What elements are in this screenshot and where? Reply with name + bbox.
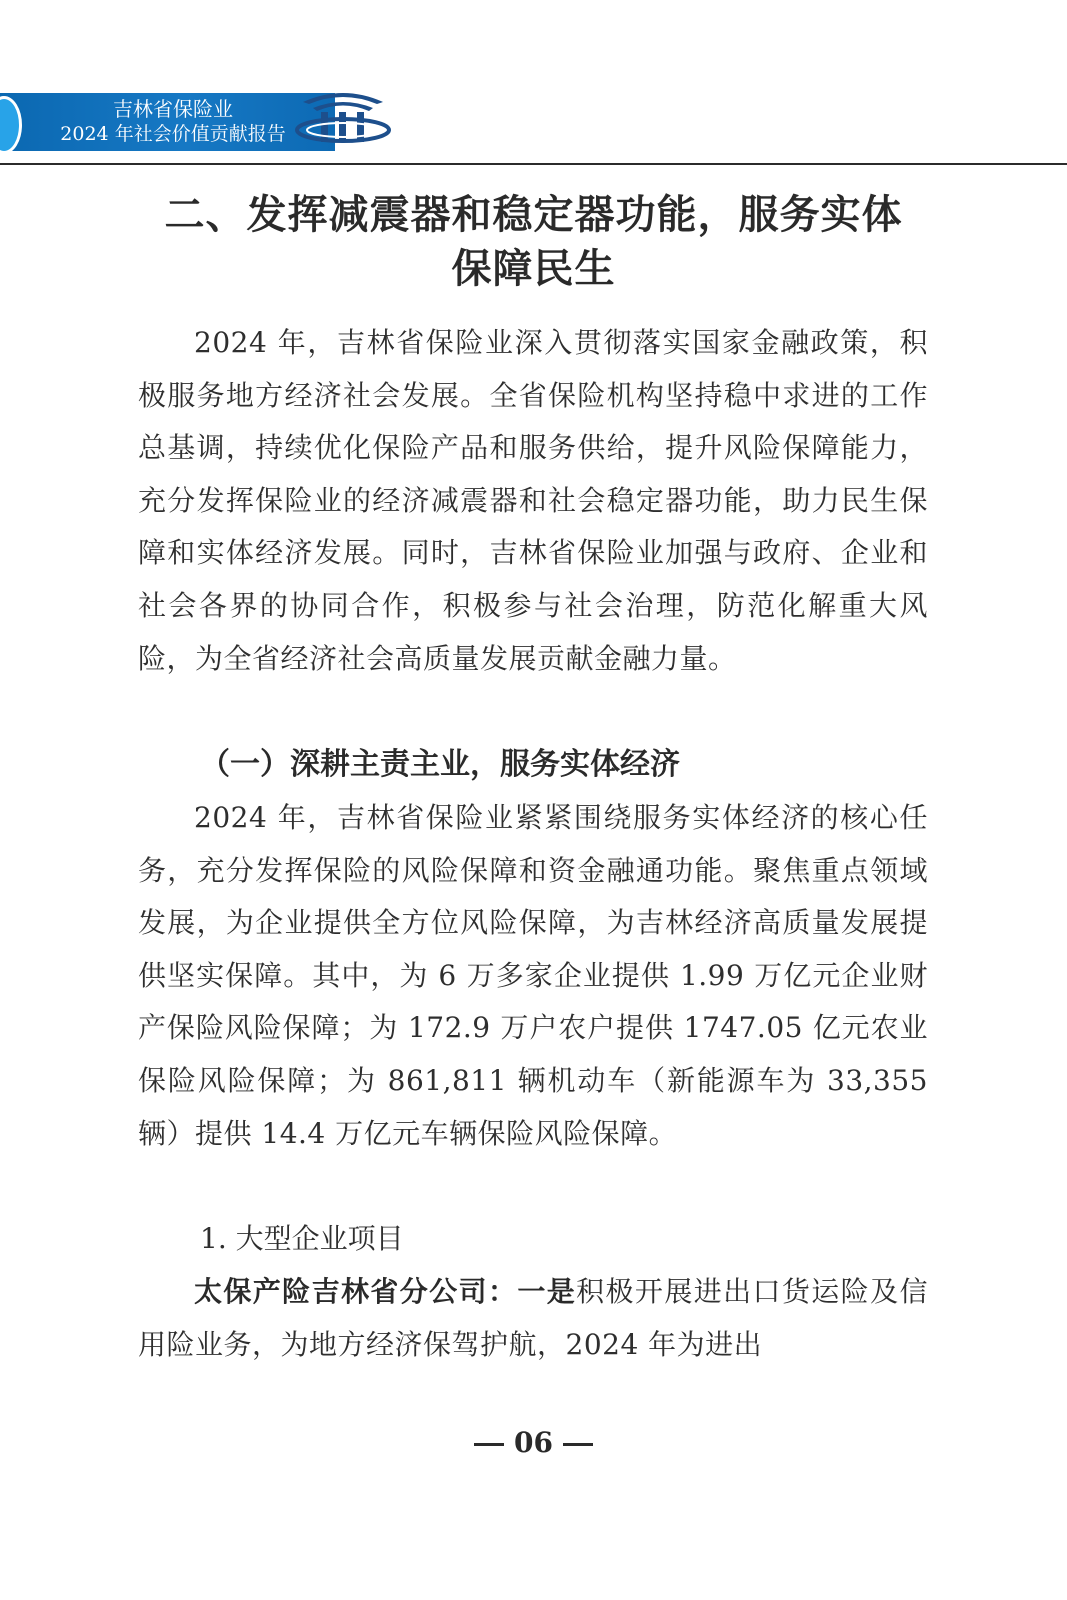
section-title-line1: 二、发挥减震器和稳定器功能，服务实体 <box>164 192 903 238</box>
header-divider <box>0 163 1067 165</box>
page-number-dash-right <box>563 1443 593 1446</box>
company-name: 太保产险吉林省分公司： <box>194 1275 518 1308</box>
lead-marker: 一是 <box>517 1275 577 1308</box>
item-paragraph-text: 积极开展进出口货运险及信用险业务，为地方经济保驾护航，2024 年为进出 <box>138 1275 928 1361</box>
page-header <box>0 90 1067 164</box>
page-number-value: 06 <box>514 1426 553 1459</box>
intro-paragraph: 2024 年，吉林省保险业深入贯彻落实国家金融政策，积极服务地方经济社会发展。全省保险机构坚持稳中求进的工作总基调，持续优化保险产品和服务供给，提升风险保障能力，充分发挥保险业的经济减震器和社会稳定器功能，助力民生保障和实体经济发展。同时，吉林省保险业加强与政府、企业和社会各界的协同合作，积极参与社会治理，防范化解重大风险，为全省经济社会高质量发展贡献金融力量。 <box>138 326 928 675</box>
item-paragraph <box>138 1266 928 1371</box>
subsection-title: （一）深耕主责主业，服务实体经济 <box>200 747 680 782</box>
section-title <box>120 188 947 296</box>
header-title-line2: 2024 年社会价值贡献报告 <box>60 123 286 145</box>
page-number <box>0 1426 1067 1459</box>
header-title-line1: 吉林省保险业 <box>113 97 233 121</box>
section-title-line2: 保障民生 <box>451 246 616 292</box>
page-number-dash-left <box>474 1443 504 1446</box>
subsection-paragraph: 2024 年，吉林省保险业紧紧围绕服务实体经济的核心任务，充分发挥保险的风险保障和资金融通功能。聚焦重点领域发展，为企业提供全方位风险保障，为吉林经济高质量发展提供坚实保障。其中，为 6 万多家企业提供 1.99 万亿元企业财产保险风险保障；为 172.9 万户农户提供 1747.05 亿元农业保险风险保障；为 861,811 辆机动车（新能源车为 33,355 辆）提供 14.4 万亿元车辆保险风险保障。 <box>138 801 928 1150</box>
pavilion-logo-icon <box>293 86 393 156</box>
header-title <box>38 97 308 147</box>
item-heading: 1. 大型企业项目 <box>200 1222 404 1255</box>
